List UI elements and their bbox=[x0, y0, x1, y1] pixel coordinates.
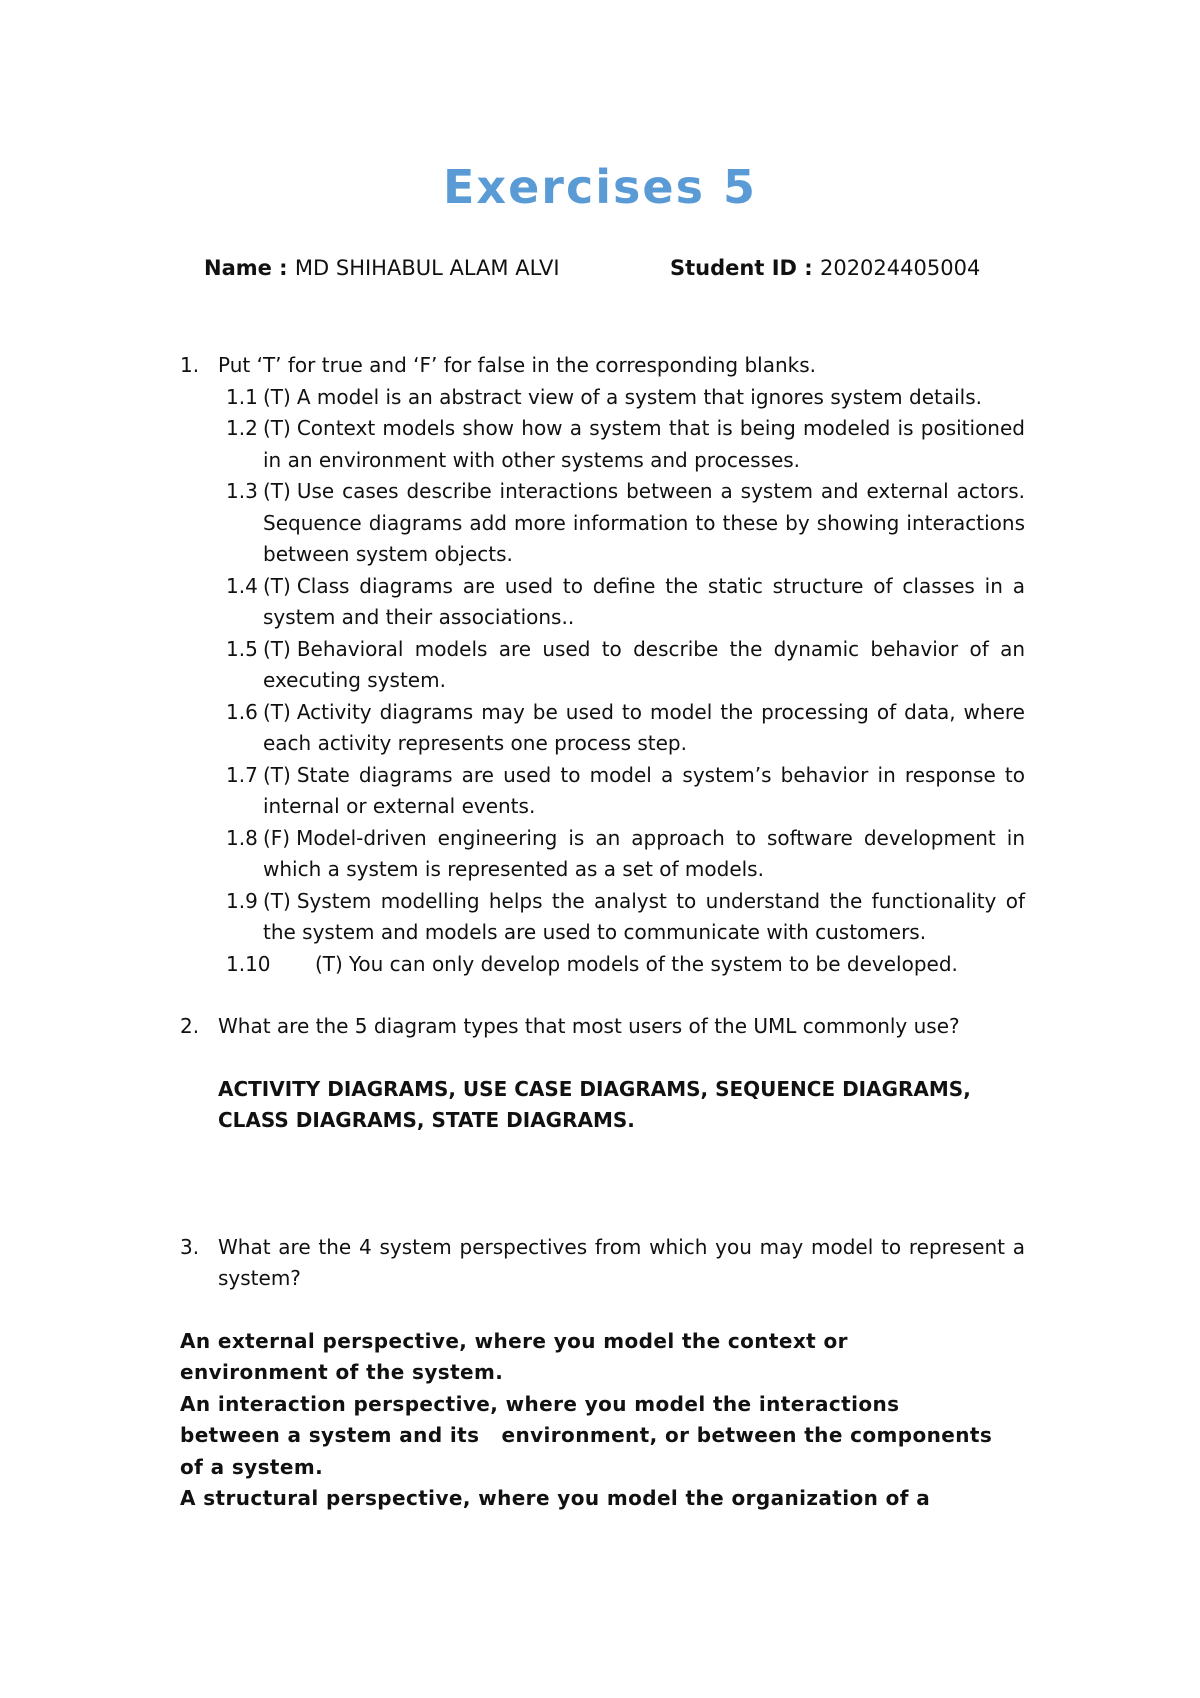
answer-line: An external perspective, where you model the context or bbox=[180, 1328, 848, 1353]
item-answer: (T) bbox=[263, 416, 291, 440]
question-number: 3. bbox=[180, 1234, 200, 1259]
item-text: Class diagrams are used to define the static structure of classes in a system and their associations.. bbox=[263, 573, 1025, 629]
item-number: 1.1 bbox=[226, 384, 258, 409]
item-number: 1.5 bbox=[226, 636, 258, 661]
question-text: What are the 5 diagram types that most users of the UML commonly use? bbox=[218, 1014, 960, 1038]
item-number: 1.2 bbox=[226, 416, 258, 440]
name-label: Name : bbox=[204, 256, 288, 280]
list-item bbox=[180, 571, 1025, 634]
answer-line: An interaction perspective, where you model the interactions bbox=[180, 1391, 900, 1416]
page-title: Exercises 5 bbox=[443, 160, 757, 214]
question-text: What are the 4 system perspectives from which you may model to represent a system? bbox=[218, 1234, 1025, 1290]
question-number: 2. bbox=[180, 1014, 200, 1038]
item-answer: (T) bbox=[263, 888, 291, 913]
spacer bbox=[180, 1137, 1025, 1232]
id-value: 202024405004 bbox=[819, 256, 981, 280]
item-answer: (F) bbox=[263, 825, 291, 850]
answer-text bbox=[180, 1074, 1025, 1137]
id-label: Student ID : bbox=[670, 256, 813, 280]
answer-line: ACTIVITY DIAGRAMS, USE CASE DIAGRAMS, SEQUENCE DIAGRAMS, bbox=[218, 1076, 971, 1101]
exercise-content bbox=[180, 350, 1025, 1515]
list-item bbox=[180, 697, 1025, 760]
answer-line: of a system. bbox=[180, 1454, 324, 1479]
spacer bbox=[180, 1043, 1025, 1074]
list-item bbox=[180, 760, 1025, 823]
list-item bbox=[180, 634, 1025, 697]
question-3 bbox=[180, 1232, 1025, 1295]
student-id bbox=[670, 256, 980, 280]
item-text: Context models show how a system that is being modeled is positioned in an environment with other systems and processes. bbox=[263, 416, 1025, 472]
item-number: 1.10 bbox=[226, 951, 271, 976]
item-text: System modelling helps the analyst to understand the functionality of the system and models are used to communicate with customers. bbox=[263, 888, 1025, 944]
answer-line: A structural perspective, where you model the organization of a bbox=[180, 1486, 931, 1510]
item-number: 1.4 bbox=[226, 573, 258, 598]
item-text: Activity diagrams may be used to model the processing of data, where each activity represents one process step. bbox=[263, 699, 1025, 755]
student-name bbox=[204, 256, 560, 280]
spacer bbox=[180, 980, 1025, 1011]
answer-line: environment of the system. bbox=[180, 1360, 504, 1384]
answer-line: between a system and its environment, or between the components bbox=[180, 1423, 993, 1447]
spacer bbox=[180, 1295, 1025, 1326]
item-number: 1.6 bbox=[226, 699, 258, 724]
item-number: 1.9 bbox=[226, 888, 258, 913]
list-item bbox=[180, 382, 1025, 414]
item-text: Behavioral models are used to describe the dynamic behavior of an executing system. bbox=[263, 636, 1025, 692]
item-number: 1.8 bbox=[226, 825, 258, 850]
question-2 bbox=[180, 1011, 1025, 1043]
item-text: Model-driven engineering is an approach to software development in which a system is represented as a set of models. bbox=[263, 825, 1025, 881]
question-text: Put ‘T’ for true and ‘F’ for false in the corresponding blanks. bbox=[218, 353, 816, 377]
list-item bbox=[180, 823, 1025, 886]
item-text: You can only develop models of the system to be developed. bbox=[348, 951, 958, 976]
item-answer: (T) bbox=[263, 762, 291, 787]
item-text: State diagrams are used to model a system’s behavior in response to internal or external events. bbox=[263, 762, 1025, 818]
name-value: MD SHIHABUL ALAM ALVI bbox=[294, 256, 560, 280]
item-text: A model is an abstract view of a system that ignores system details. bbox=[296, 384, 982, 409]
item-number: 1.7 bbox=[226, 762, 258, 787]
list-item bbox=[180, 476, 1025, 571]
answer-line: CLASS DIAGRAMS, STATE DIAGRAMS. bbox=[218, 1108, 635, 1132]
question-number: 1. bbox=[180, 353, 200, 377]
item-text: Use cases describe interactions between a system and external actors. Sequence diagrams add more information to these by showing interactions between system objects. bbox=[263, 479, 1025, 566]
question-1 bbox=[180, 350, 1025, 382]
list-item bbox=[180, 949, 1025, 981]
item-answer: (T) bbox=[263, 636, 291, 661]
answer-text bbox=[180, 1326, 1025, 1515]
item-answer: (T) bbox=[315, 951, 343, 976]
list-item bbox=[180, 886, 1025, 949]
list-item bbox=[180, 413, 1025, 476]
item-answer: (T) bbox=[263, 699, 291, 724]
item-answer: (T) bbox=[263, 573, 291, 598]
item-answer: (T) bbox=[263, 479, 291, 503]
item-number: 1.3 bbox=[226, 479, 258, 503]
item-answer: (T) bbox=[263, 384, 291, 409]
